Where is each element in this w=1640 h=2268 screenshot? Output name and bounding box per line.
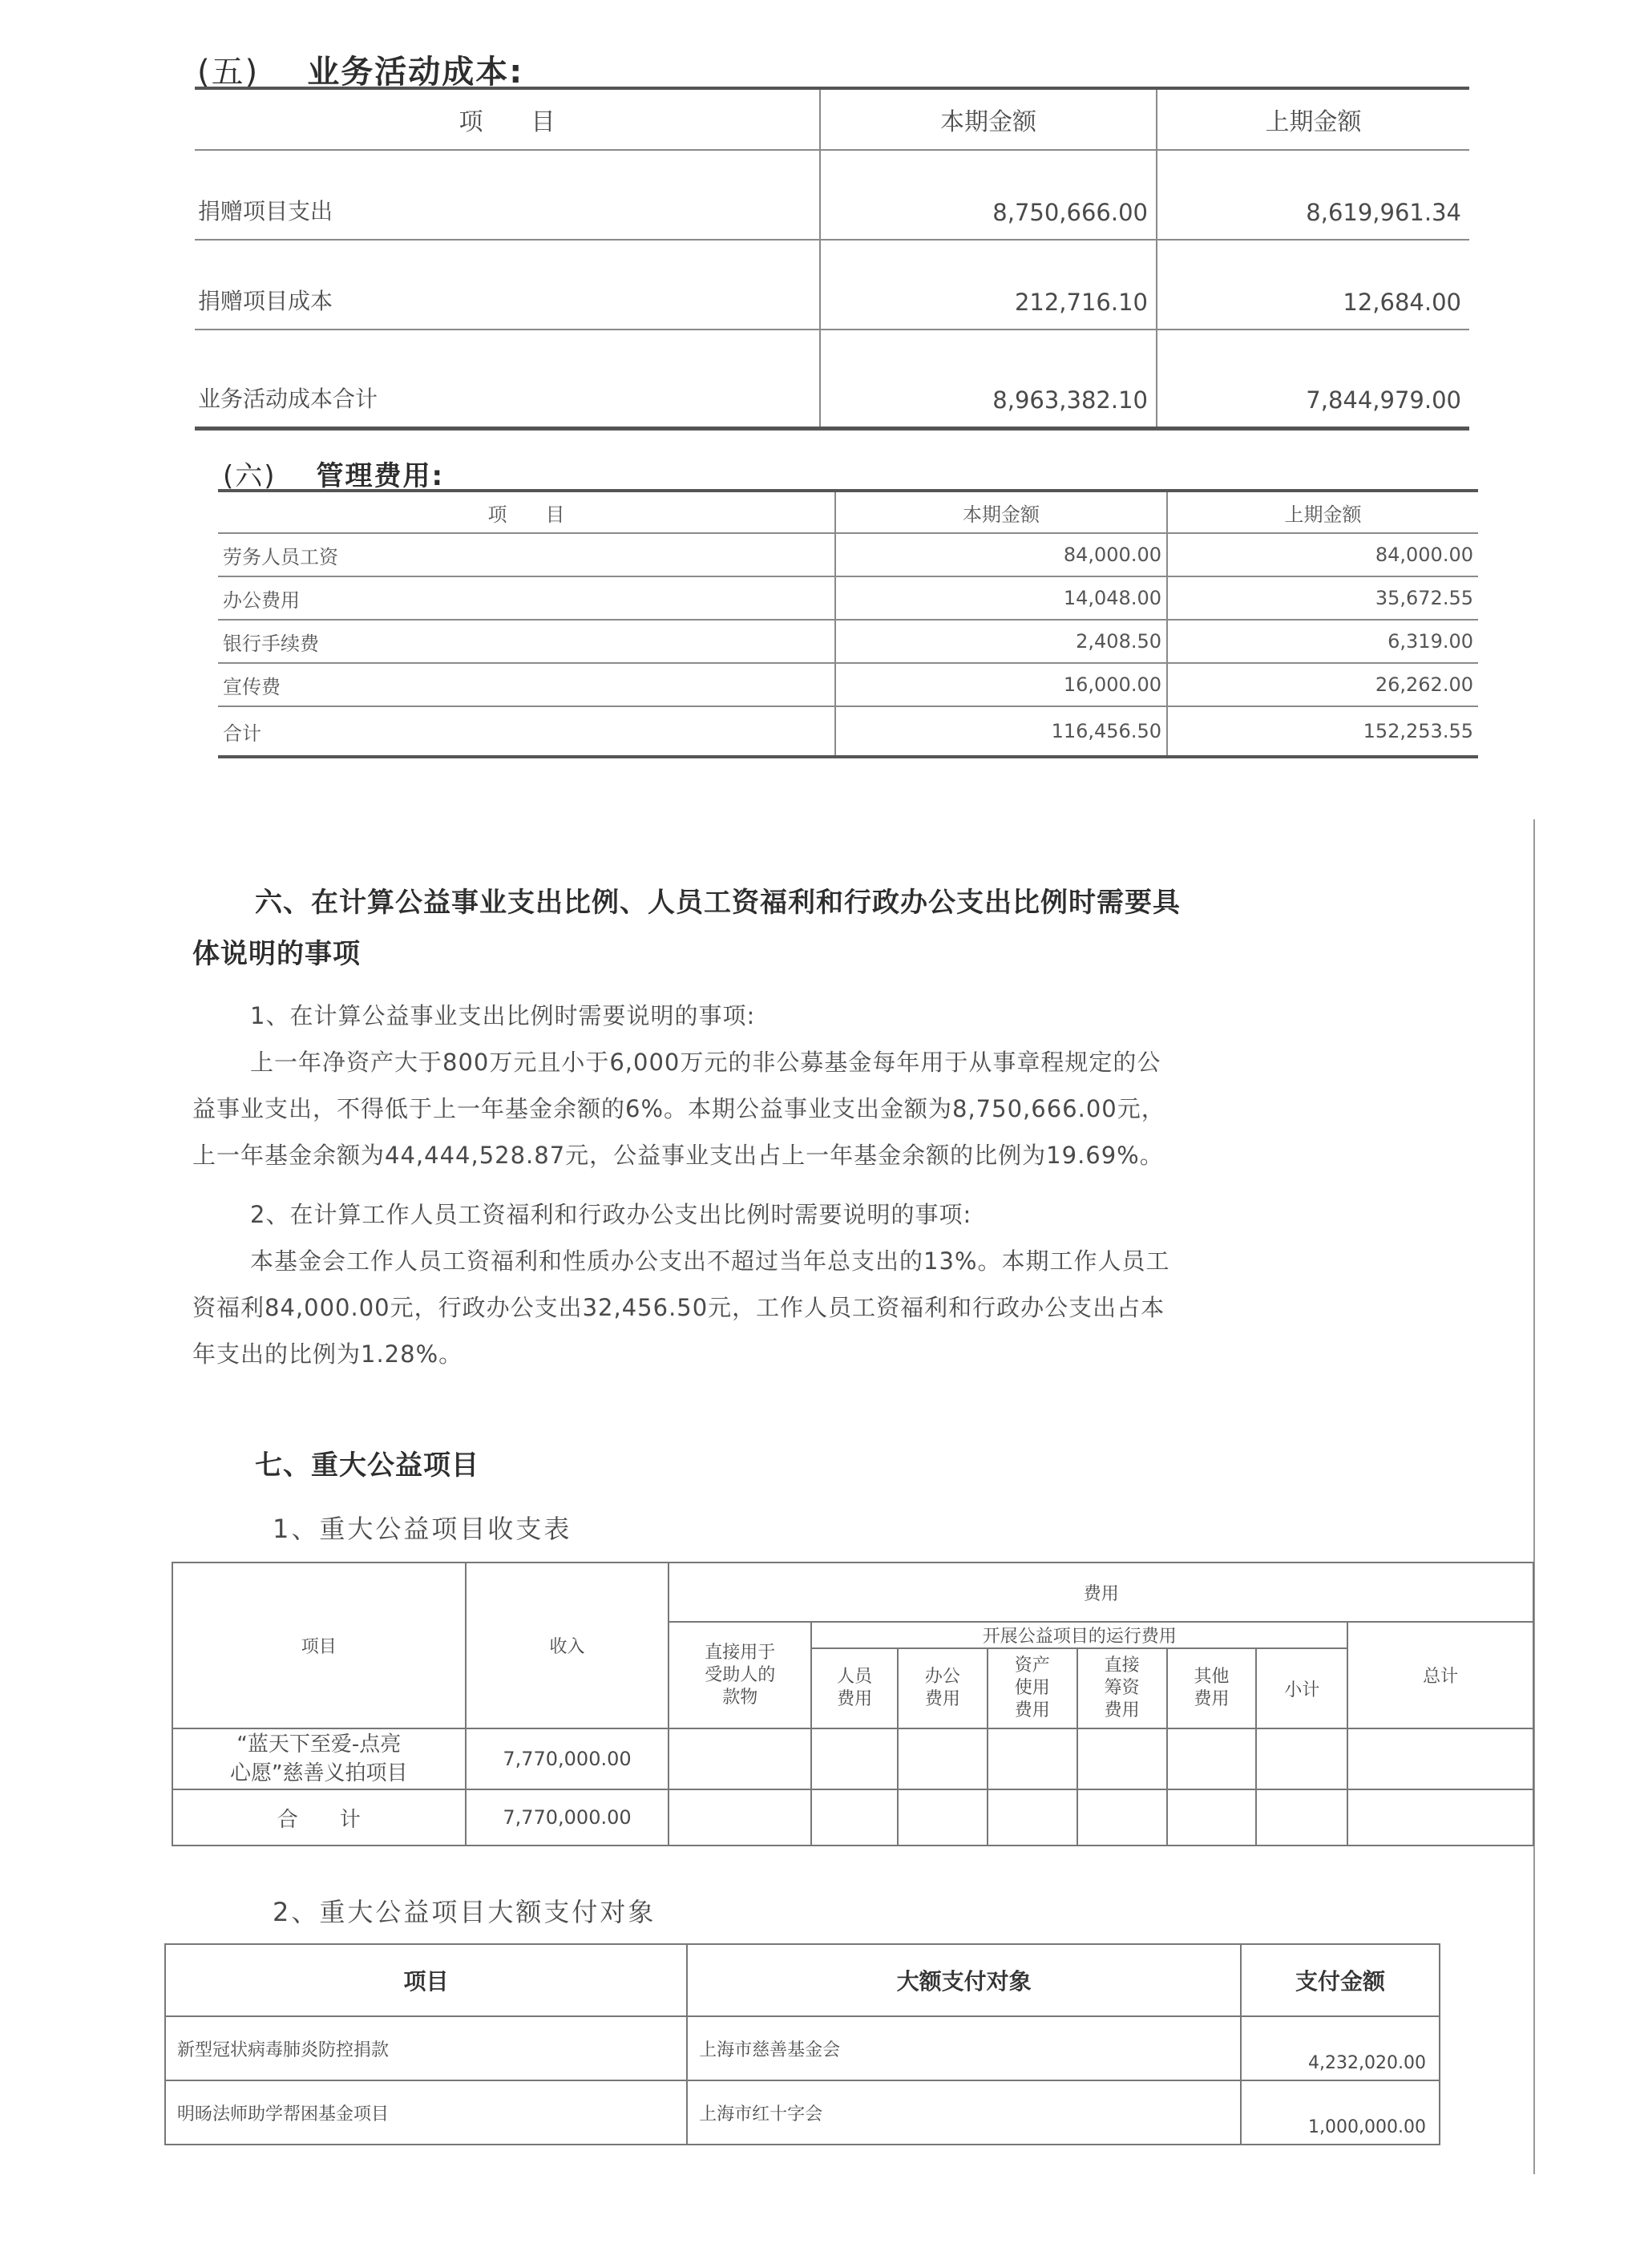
table-row (218, 533, 1478, 576)
header-expense: 费用 (669, 1563, 1533, 1622)
header-direct (669, 1622, 811, 1728)
header-office (898, 1648, 988, 1728)
cell-empty (898, 1789, 988, 1846)
header-income: 收入 (466, 1563, 669, 1728)
header-item: 项目 (165, 1944, 687, 2016)
header-direct-l3: 款物 (722, 1687, 758, 1708)
row-item: 捐赠项目成本 (195, 240, 820, 329)
part6-item1-line2: 益事业支出，不得低于上一年基金余额的6%。本期公益事业支出金额为8,750,666.00元， (192, 1095, 1165, 1122)
part7-heading: 七、重大公益项目 (255, 1449, 479, 1482)
total-label: 合 计 (172, 1789, 466, 1846)
header-fundraise (1077, 1648, 1167, 1728)
part6-item2-title: 2、在计算工作人员工资福利和行政办公支出比例时需要说明的事项: (250, 1201, 972, 1228)
cell-empty (1167, 1728, 1257, 1789)
table-header-row (165, 1944, 1440, 2016)
cell-empty (811, 1789, 898, 1846)
row-item-l1: “蓝天下至爱-点亮 (236, 1732, 402, 1757)
table-row (195, 240, 1469, 329)
cell-empty (1167, 1789, 1257, 1846)
header-previous: 上期金额 (1157, 88, 1469, 150)
table-row (165, 2016, 1440, 2080)
header-asset-l2: 使用 (1014, 1678, 1050, 1698)
header-office-l1: 办公 (924, 1667, 960, 1687)
row-current: 16,000.00 (835, 663, 1167, 706)
row-payee: 上海市红十字会 (687, 2080, 1241, 2145)
header-asset-l3: 费用 (1014, 1700, 1050, 1720)
row-previous: 7,844,979.00 (1157, 329, 1469, 429)
row-current: 2,408.50 (835, 620, 1167, 663)
row-item (172, 1728, 466, 1789)
part6-item1-title: 1、在计算公益事业支出比例时需要说明的事项: (250, 1002, 756, 1029)
section6-number: (六) (223, 460, 277, 492)
section6-title-text: 管理费用: (316, 460, 445, 492)
cell-empty (811, 1728, 898, 1789)
part7-sub1: 1、重大公益项目收支表 (273, 1514, 572, 1544)
row-item: 明旸法师助学帮困基金项目 (165, 2080, 687, 2145)
cell-empty (1347, 1728, 1533, 1789)
row-item: 劳务人员工资 (218, 533, 835, 576)
part6-item2-line3: 年支出的比例为1.28%。 (192, 1340, 463, 1368)
cell-empty (988, 1789, 1077, 1846)
header-direct-l2: 受助人的 (705, 1664, 776, 1685)
row-previous: 152,253.55 (1167, 706, 1478, 757)
row-income: 7,770,000.00 (466, 1728, 669, 1789)
table-row (218, 620, 1478, 663)
table-row (195, 150, 1469, 240)
row-amount: 4,232,020.00 (1241, 2016, 1440, 2080)
cell-empty (1077, 1728, 1167, 1789)
cell-empty (669, 1728, 811, 1789)
row-current: 8,750,666.00 (820, 150, 1157, 240)
row-item: 合计 (218, 706, 835, 757)
header-other-l1: 其他 (1194, 1667, 1230, 1687)
header-current: 本期金额 (820, 88, 1157, 150)
table-header-row (218, 491, 1478, 533)
header-asset-l1: 资产 (1014, 1656, 1050, 1676)
row-current: 84,000.00 (835, 533, 1167, 576)
table-row (165, 2080, 1440, 2145)
header-direct-l1: 直接用于 (705, 1642, 776, 1663)
cell-empty (898, 1728, 988, 1789)
header-personnel-l2: 费用 (837, 1689, 873, 1709)
header-office-l2: 费用 (924, 1689, 960, 1709)
row-current: 8,963,382.10 (820, 329, 1157, 429)
table-row-total (172, 1789, 1533, 1846)
row-item: 新型冠状病毒肺炎防控捐款 (165, 2016, 687, 2080)
management-expense-table (218, 489, 1478, 758)
header-subtotal: 小计 (1256, 1648, 1347, 1728)
row-current: 116,456.50 (835, 706, 1167, 757)
row-amount: 1,000,000.00 (1241, 2080, 1440, 2145)
row-previous: 8,619,961.34 (1157, 150, 1469, 240)
cell-empty (988, 1728, 1077, 1789)
row-item: 银行手续费 (218, 620, 835, 663)
total-income: 7,770,000.00 (466, 1789, 669, 1846)
large-payee-table (164, 1943, 1440, 2145)
header-other-l2: 费用 (1194, 1689, 1230, 1709)
table-row-total (195, 329, 1469, 429)
part6-item1-line1: 上一年净资产大于800万元且小于6,000万元的非公募基金每年用于从事章程规定的公 (250, 1049, 1161, 1076)
section5-title (197, 46, 523, 92)
table-header-row (195, 88, 1469, 150)
row-previous: 26,262.00 (1167, 663, 1478, 706)
cell-empty (1256, 1789, 1347, 1846)
part6-item2-line2: 资福利84,000.00元，行政办公支出32,456.50元，工作人员工资福利和行政办公支出占本 (192, 1294, 1165, 1321)
table-row (218, 576, 1478, 620)
business-cost-table (195, 87, 1469, 431)
section5-title-text: 业务活动成本: (307, 54, 524, 91)
row-previous: 6,319.00 (1167, 620, 1478, 663)
header-running: 开展公益项目的运行费用 (811, 1622, 1347, 1648)
part6-item1-line3: 上一年基金余额为44,444,528.87元，公益事业支出占上一年基金余额的比例为19.69%。 (192, 1142, 1164, 1169)
section6-title (223, 454, 444, 493)
part6-heading-line2: 体说明的事项 (192, 938, 361, 970)
cell-empty (669, 1789, 811, 1846)
page-edge-line (1533, 819, 1535, 2174)
header-fundraise-l3: 费用 (1104, 1700, 1140, 1720)
header-current: 本期金额 (835, 491, 1167, 533)
row-item: 宣传费 (218, 663, 835, 706)
cell-empty (1347, 1789, 1533, 1846)
table-row-total (218, 706, 1478, 757)
row-item-l2: 心愿”慈善义拍项目 (230, 1761, 408, 1785)
row-previous: 35,672.55 (1167, 576, 1478, 620)
row-current: 14,048.00 (835, 576, 1167, 620)
cell-empty (1256, 1728, 1347, 1789)
part6-item2-line1: 本基金会工作人员工资福利和性质办公支出不超过当年总支出的13%。本期工作人员工 (250, 1247, 1170, 1275)
row-previous: 84,000.00 (1167, 533, 1478, 576)
cell-empty (1077, 1789, 1167, 1846)
header-item: 项 目 (218, 491, 835, 533)
table-row (218, 663, 1478, 706)
section5-number: (五) (197, 54, 260, 91)
row-item: 捐赠项目支出 (195, 150, 820, 240)
row-previous: 12,684.00 (1157, 240, 1469, 329)
header-fundraise-l2: 筹资 (1104, 1678, 1140, 1698)
header-fundraise-l1: 直接 (1104, 1656, 1140, 1676)
header-total: 总计 (1347, 1622, 1533, 1728)
header-other (1167, 1648, 1257, 1728)
part6-heading-line1: 六、在计算公益事业支出比例、人员工资福利和行政办公支出比例时需要具 (255, 887, 1181, 919)
header-amount: 支付金额 (1241, 1944, 1440, 2016)
row-item: 业务活动成本合计 (195, 329, 820, 429)
major-project-income-expense-table (172, 1562, 1534, 1846)
header-item: 项 目 (195, 88, 820, 150)
row-item: 办公费用 (218, 576, 835, 620)
header-personnel (811, 1648, 898, 1728)
row-payee: 上海市慈善基金会 (687, 2016, 1241, 2080)
part7-sub2: 2、重大公益项目大额支付对象 (273, 1897, 656, 1927)
header-item: 项目 (172, 1563, 466, 1728)
row-current: 212,716.10 (820, 240, 1157, 329)
header-personnel-l1: 人员 (837, 1667, 873, 1687)
header-previous: 上期金额 (1167, 491, 1478, 533)
table-row (172, 1728, 1533, 1789)
header-asset (988, 1648, 1077, 1728)
header-payee: 大额支付对象 (687, 1944, 1241, 2016)
